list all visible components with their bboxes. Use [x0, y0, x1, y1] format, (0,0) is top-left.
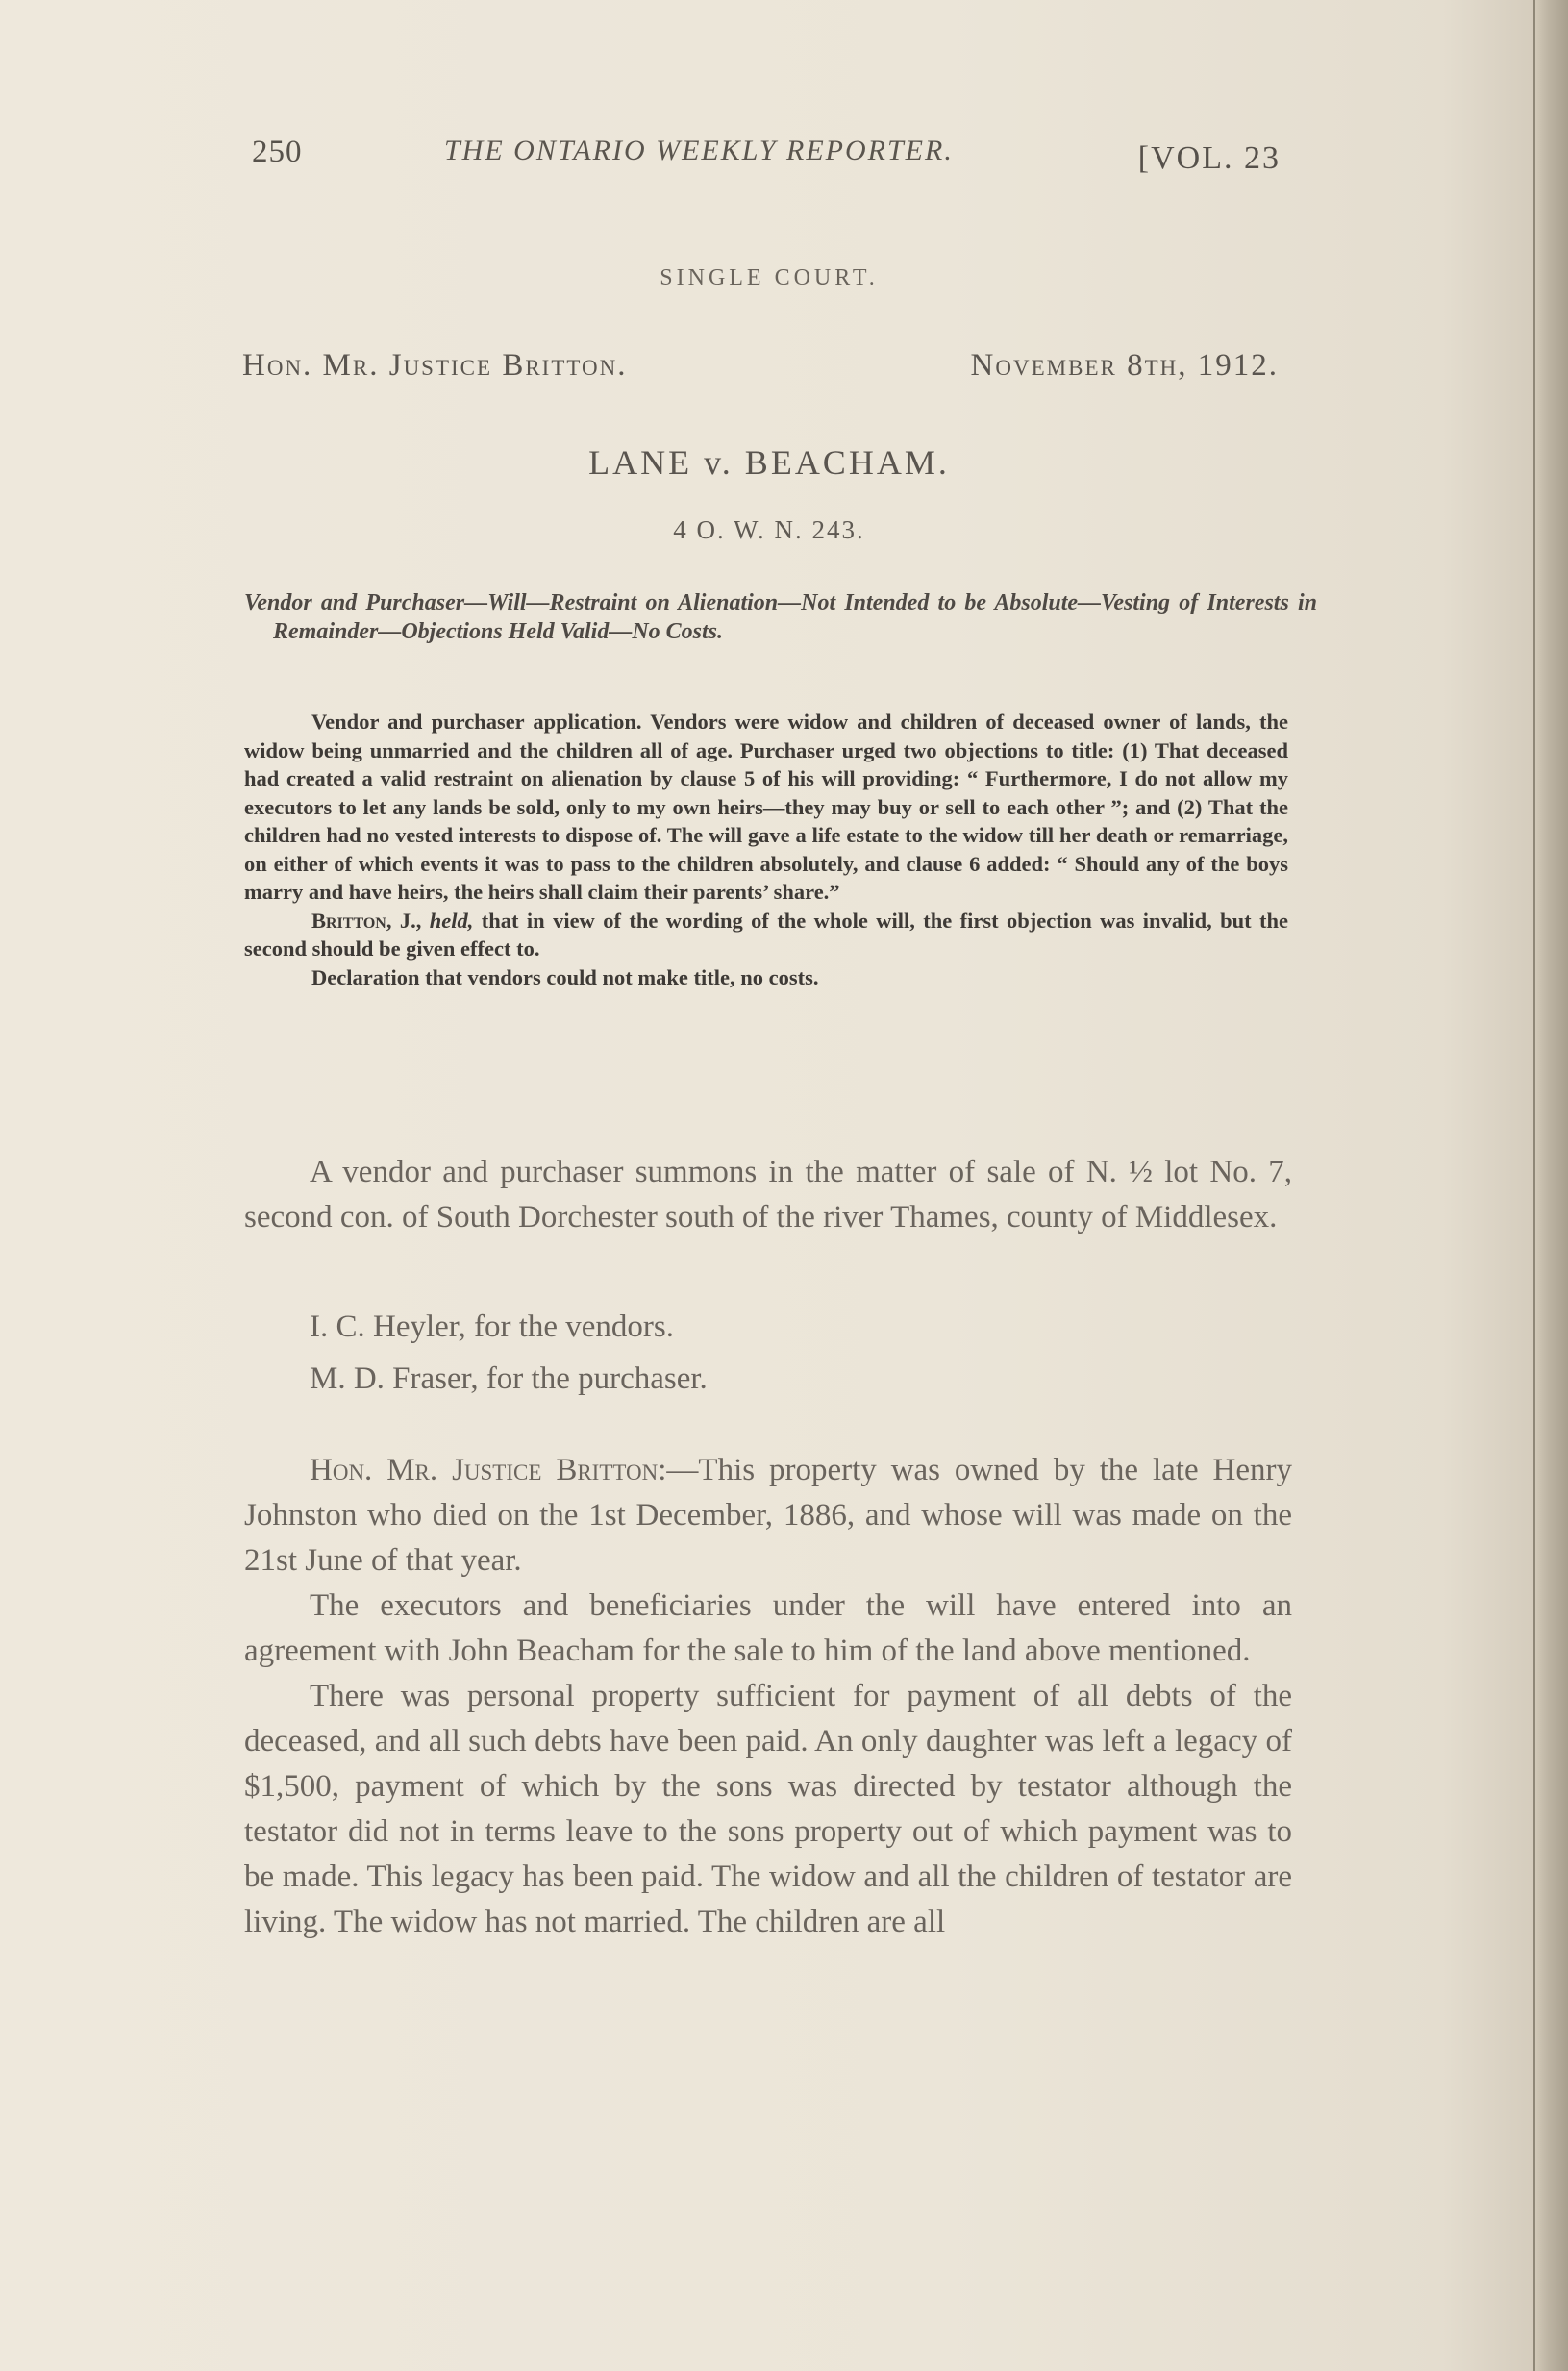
- counsel-purchaser: M. D. Fraser, for the purchaser.: [310, 1361, 708, 1396]
- volume-label: [VOL. 23: [1137, 140, 1281, 176]
- summary-holding: [244, 907, 1288, 963]
- judgment-paragraph: There was personal property sufficient for payment of all debts of the deceased, and all such debts have been paid. An only daughter was left a legacy of $1,500, payment of which by the sons was directed by testator although the testator did not in terms leave to the sons property out of which payment was to be made. This legacy has been paid. The widow and all the children of testator are living. The widow has not married. The children are all: [244, 1679, 1292, 1939]
- page-number: 250: [252, 135, 303, 169]
- judgment-paragraph-text: —This property was owned by the late Henry Johnston who died on the 1st December, 1886, and whose will was made on the 21st June of that year.: [244, 1453, 1292, 1578]
- running-title: THE ONTARIO WEEKLY REPORTER.: [444, 135, 954, 166]
- summary-declaration: Declaration that vendors could not make title, no costs.: [311, 964, 819, 989]
- decision-date: November 8th, 1912.: [970, 348, 1279, 383]
- court-heading: SINGLE COURT.: [660, 265, 879, 290]
- judgment-speaker: Hon. Mr. Justice Britton:: [310, 1453, 667, 1487]
- case-citation: 4 O. W. N. 243.: [673, 515, 865, 544]
- case-title: LANE v. BEACHAM.: [588, 443, 950, 482]
- case-summary: [244, 708, 1288, 991]
- summons-paragraph: [244, 1150, 1292, 1240]
- summary-paragraph: Vendor and purchaser application. Vendors were widow and children of deceased owner of lands, the widow being unmarried and the children all of age. Purchaser urged two objections to title: (1) That deceased had created a valid restraint on alienation by clause 5 of his will providing: “ Furthermore, I do not allow my executors to let any lands be sold, only to my own heirs—they may buy or sell to each other ”; and (2) That the children had no vested interests to dispose of. The will gave a life estate to the widow till her death or remarriage, on either of which events it was to pass to the children absolutely, and clause 6 added: “ Should any of the boys marry and have heirs, the heirs shall claim their parents’ share.”: [244, 710, 1288, 904]
- running-header: [252, 135, 1290, 192]
- holding-text: that in view of the wording of the whole will, the first objection was invalid, but the second should be given effect to.: [244, 908, 1288, 961]
- judge-name: Hon. Mr. Justice Britton.: [242, 348, 628, 383]
- headnote: Vendor and Purchaser—Will—Restraint on Alienation—Not Intended to be Absolute—Vesting of Interests in Remainder—Objections Held Valid—No Costs.: [244, 590, 1317, 644]
- holding-judge: Britton, J.,: [311, 908, 422, 933]
- judgment-paragraph: [244, 1448, 1292, 1584]
- holding-held: held,: [429, 908, 474, 933]
- page-edge: [1533, 0, 1568, 2371]
- summons-text: A vendor and purchaser summons in the matter of sale of N. ½ lot No. 7, second con. of South Dorchester south of the river Thames, county of Middlesex.: [244, 1155, 1292, 1235]
- judgment-paragraph: The executors and beneficiaries under the will have entered into an agreement with John Beacham for the sale to him of the land above mentioned.: [244, 1588, 1292, 1668]
- counsel-vendors: I. C. Heyler, for the vendors.: [310, 1310, 674, 1344]
- judge-date-line: [242, 348, 1279, 396]
- judgment-text: [244, 1448, 1292, 1945]
